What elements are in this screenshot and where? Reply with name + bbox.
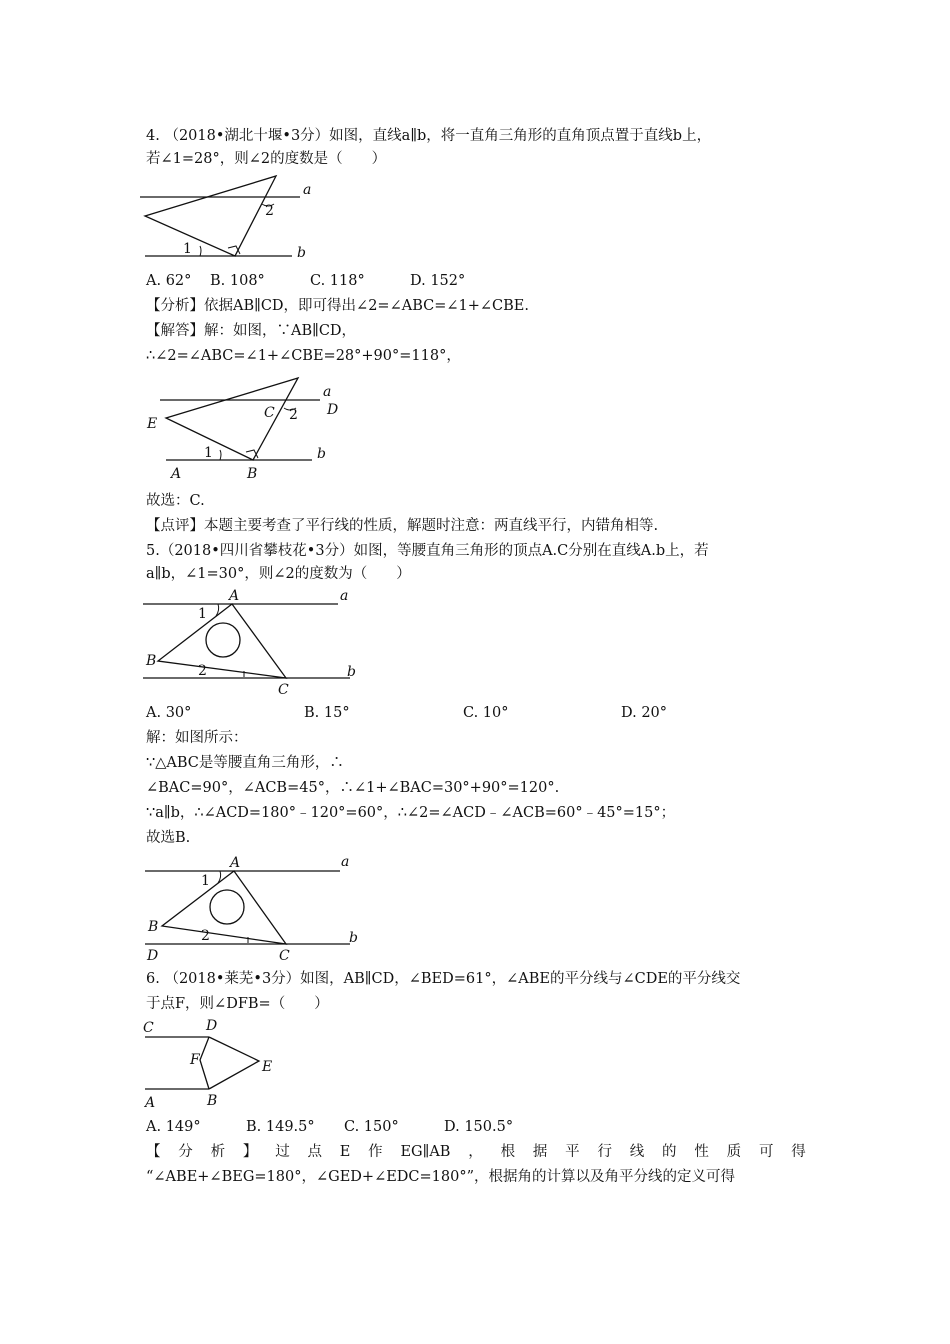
q6-analysis-line2: “∠ABE+∠BEG=180°，∠GED+∠EDC=180°”，根据角的计算以及角平分线的定义可得 xyxy=(146,1169,736,1185)
q4-triangle xyxy=(145,176,276,256)
q4-sol-label-E: E xyxy=(147,416,158,432)
q5-sol-label-1: 1 xyxy=(201,873,210,889)
q5-figure xyxy=(140,586,370,701)
q4-label-2: 2 xyxy=(265,203,274,219)
q5-solution-line3: ∠BAC=90°，∠ACB=45°，∴∠1+∠BAC=30°+90°=120°. xyxy=(146,780,560,796)
q4-answer-line2: ∴∠2=∠ABC=∠1+∠CBE=28°+90°=118°， xyxy=(146,348,461,364)
q4-analysis: 【分析】依据AB∥CD，即可得出∠2=∠ABC=∠1+∠CBE. xyxy=(146,298,529,314)
q5-solution-line4: ∵a∥b，∴∠ACD=180°﹣120°=60°，∴∠2=∠ACD﹣∠ACB=60°﹣45°=15°； xyxy=(146,805,676,821)
q4-right-angle-mark xyxy=(228,246,240,254)
q6-label-B: B xyxy=(207,1093,218,1109)
q4-sol-label-2: 2 xyxy=(289,407,298,423)
q5-stem-line2: a∥b，∠1=30°，则∠2的度数为（ ） xyxy=(146,566,411,582)
q4-label-a: a xyxy=(303,182,312,198)
q5-sol-label-A: A xyxy=(230,855,241,871)
q5-solution-line5: 故选B. xyxy=(146,830,191,846)
q4-choice: 故选：C. xyxy=(146,493,205,509)
q6-option-c: C. 150° xyxy=(344,1119,399,1135)
q6-analysis-line1: 【 分 析 】 过 点 E 作 EG∥AB ， 根 据 平 行 线 的 性 质 可 得 xyxy=(146,1144,806,1160)
q6-label-F: F xyxy=(190,1052,200,1068)
q5-sol-label-C: C xyxy=(279,948,290,964)
q6-options xyxy=(146,1117,513,1137)
q4-sol-label-B: B xyxy=(247,466,258,482)
q4-option-b: B. 108° xyxy=(210,273,265,289)
q6-label-E: E xyxy=(262,1059,273,1075)
q5-sol-label-b: b xyxy=(349,930,358,946)
q5-option-b: B. 15° xyxy=(304,705,350,721)
q6-label-C: C xyxy=(143,1020,154,1036)
q5-sol-label-B: B xyxy=(148,919,159,935)
q4-sol-label-A: A xyxy=(171,466,182,482)
q4-solution-figure xyxy=(140,372,355,482)
q6-option-b: B. 149.5° xyxy=(246,1119,315,1135)
q5-circle xyxy=(206,623,240,657)
q6-figure xyxy=(140,1016,290,1111)
q4-comment: 【点评】本题主要考查了平行线的性质，解题时注意：两直线平行，内错角相等. xyxy=(146,518,659,534)
q5-stem-line1: 5.（2018•四川省攀枝花•3分）如图，等腰直角三角形的顶点A.C分别在直线A.b上，若 xyxy=(146,543,709,559)
q5-label-a: a xyxy=(340,588,349,604)
q5-label-A: A xyxy=(229,588,240,604)
q5-sol-label-a: a xyxy=(341,854,350,870)
q5-option-a: A. 30° xyxy=(146,705,192,721)
q5-label-C: C xyxy=(278,682,289,698)
q5-sol-label-D: D xyxy=(147,948,159,964)
q4-stem-line1: 4. （2018•湖北十堰•3分）如图，直线a∥b，将一直角三角形的直角顶点置于直线b上， xyxy=(146,128,712,144)
q4-label-1: 1 xyxy=(183,241,192,257)
q5-solution-line2: ∵△ABC是等腰直角三角形，∴ xyxy=(146,755,344,771)
q4-sol-label-a: a xyxy=(323,384,332,400)
q4-answer-line1: 【解答】解：如图，∵AB∥CD， xyxy=(146,323,357,339)
q6-option-a: A. 149° xyxy=(146,1119,201,1135)
q4-stem-line2: 若∠1=28°，则∠2的度数是（ ） xyxy=(146,151,387,167)
q5-solution-figure xyxy=(140,852,370,967)
q6-label-A: A xyxy=(145,1095,156,1111)
q4-sol-label-D: D xyxy=(327,402,339,418)
q6-option-d: D. 150.5° xyxy=(444,1119,514,1135)
q4-options xyxy=(146,271,465,291)
q4-sol-label-b: b xyxy=(317,446,326,462)
q4-label-b: b xyxy=(297,245,306,261)
q5-label-B: B xyxy=(146,653,157,669)
q6-stem-line1: 6. （2018•莱芜•3分）如图，AB∥CD，∠BED=61°，∠ABE的平分线与∠CDE的平分线交 xyxy=(146,971,741,987)
q4-sol-label-C: C xyxy=(264,405,275,421)
q4-option-d: D. 152° xyxy=(410,273,466,289)
q5-label-2: 2 xyxy=(198,663,207,679)
q4-figure xyxy=(140,170,330,265)
q4-option-a: A. 62° xyxy=(146,273,192,289)
q5-label-1: 1 xyxy=(198,606,207,622)
q5-options xyxy=(146,703,667,723)
q6-stem-line2: 于点F，则∠DFB=（ ） xyxy=(146,996,329,1012)
q5-sol-label-2: 2 xyxy=(201,928,210,944)
q4-sol-label-1: 1 xyxy=(204,445,213,461)
q5-option-d: D. 20° xyxy=(621,705,668,721)
q5-option-c: C. 10° xyxy=(463,705,509,721)
q5-solution-line1: 解：如图所示： xyxy=(146,730,248,746)
q6-label-D: D xyxy=(206,1018,218,1034)
q4-option-c: C. 118° xyxy=(310,273,365,289)
q5-label-b: b xyxy=(347,664,356,680)
